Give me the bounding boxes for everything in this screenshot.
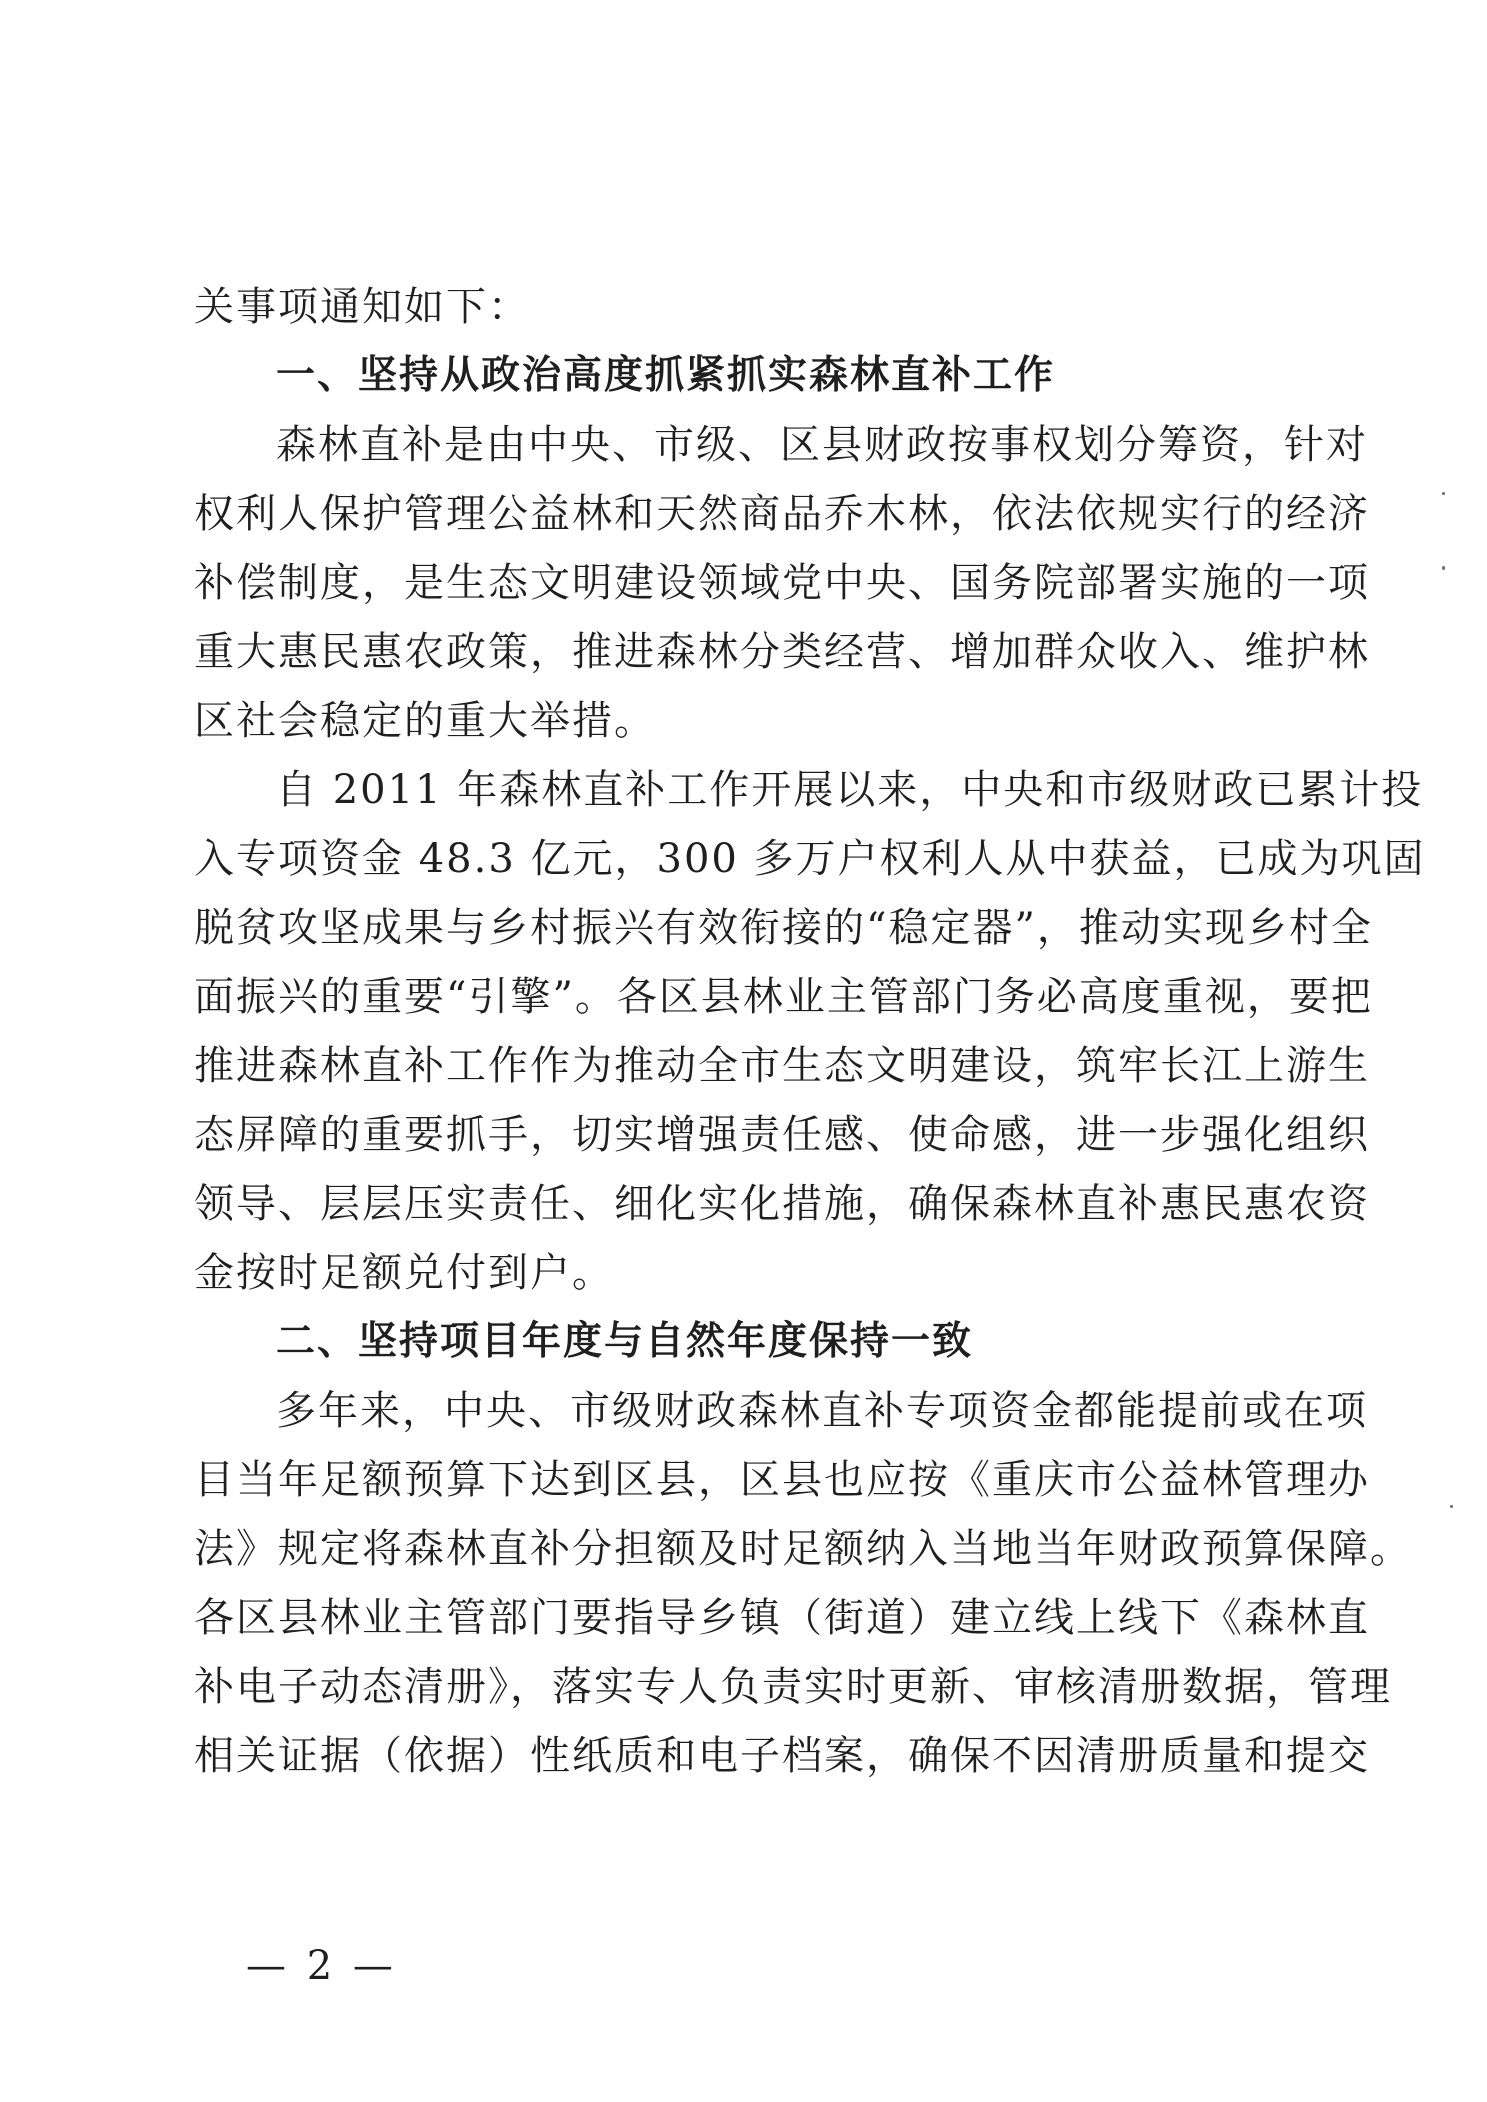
paragraph-line: 脱贫攻坚成果与乡村振兴有效衔接的“稳定器”，推动实现乡村全 [194, 905, 1373, 951]
paragraph-line: 态屏障的重要抓手，切实增强责任感、使命感，进一步强化组织 [194, 1112, 1370, 1158]
paragraph-line: 金按时足额兑付到户。 [194, 1250, 614, 1296]
paragraph-line: 重大惠民惠农政策，推进森林分类经营、增加群众收入、维护林 [194, 629, 1370, 675]
paragraph-line: 各区县林业主管部门要指导乡镇（街道）建立线上线下《森林直 [194, 1595, 1370, 1641]
paragraph-line: 入专项资金 48.3 亿元，300 多万户权利人从中获益，已成为巩固 [194, 836, 1426, 882]
paragraph-line: 推进森林直补工作作为推动全市生态文明建设，筑牢长江上游生 [194, 1043, 1370, 1089]
paragraph-line: 权利人保护管理公益林和天然商品乔木林，依法依规实行的经济 [194, 491, 1370, 537]
paragraph-line: 面振兴的重要“引擎”。各区县林业主管部门务必高度重视，要把 [194, 974, 1373, 1020]
paragraph-line: 补电子动态清册》，落实专人负责实时更新、审核清册数据，管理 [194, 1664, 1392, 1710]
paragraph-line: 自 2011 年森林直补工作开展以来，中央和市级财政已累计投 [276, 767, 1424, 813]
scan-speck [1442, 492, 1445, 495]
paragraph-line: 相关证据（依据）性纸质和电子档案，确保不因清册质量和提交 [194, 1733, 1370, 1779]
page-number: — 2 — [246, 1943, 397, 1989]
paragraph-line: 区社会稳定的重大举措。 [194, 698, 656, 744]
paragraph-line: 领导、层层压实责任、细化实化措施，确保森林直补惠民惠农资 [194, 1181, 1370, 1227]
scan-speck [1442, 566, 1445, 570]
paragraph-line: 多年来，中央、市级财政森林直补专项资金都能提前或在项 [276, 1388, 1368, 1434]
paragraph-line: 关事项通知如下： [194, 284, 530, 330]
scan-speck [1450, 1505, 1453, 1508]
section-heading-1: 一、坚持从政治高度抓紧抓实森林直补工作 [276, 353, 1056, 398]
paragraph-line: 森林直补是由中央、市级、区县财政按事权划分筹资，针对 [276, 422, 1368, 468]
paragraph-line: 法》规定将森林直补分担额及时足额纳入当地当年财政预算保障。 [194, 1526, 1412, 1572]
section-heading-2: 二、坚持项目年度与自然年度保持一致 [276, 1319, 974, 1364]
paragraph-line: 补偿制度，是生态文明建设领域党中央、国务院部署实施的一项 [194, 560, 1370, 606]
paragraph-line: 目当年足额预算下达到区县，区县也应按《重庆市公益林管理办 [194, 1457, 1370, 1503]
